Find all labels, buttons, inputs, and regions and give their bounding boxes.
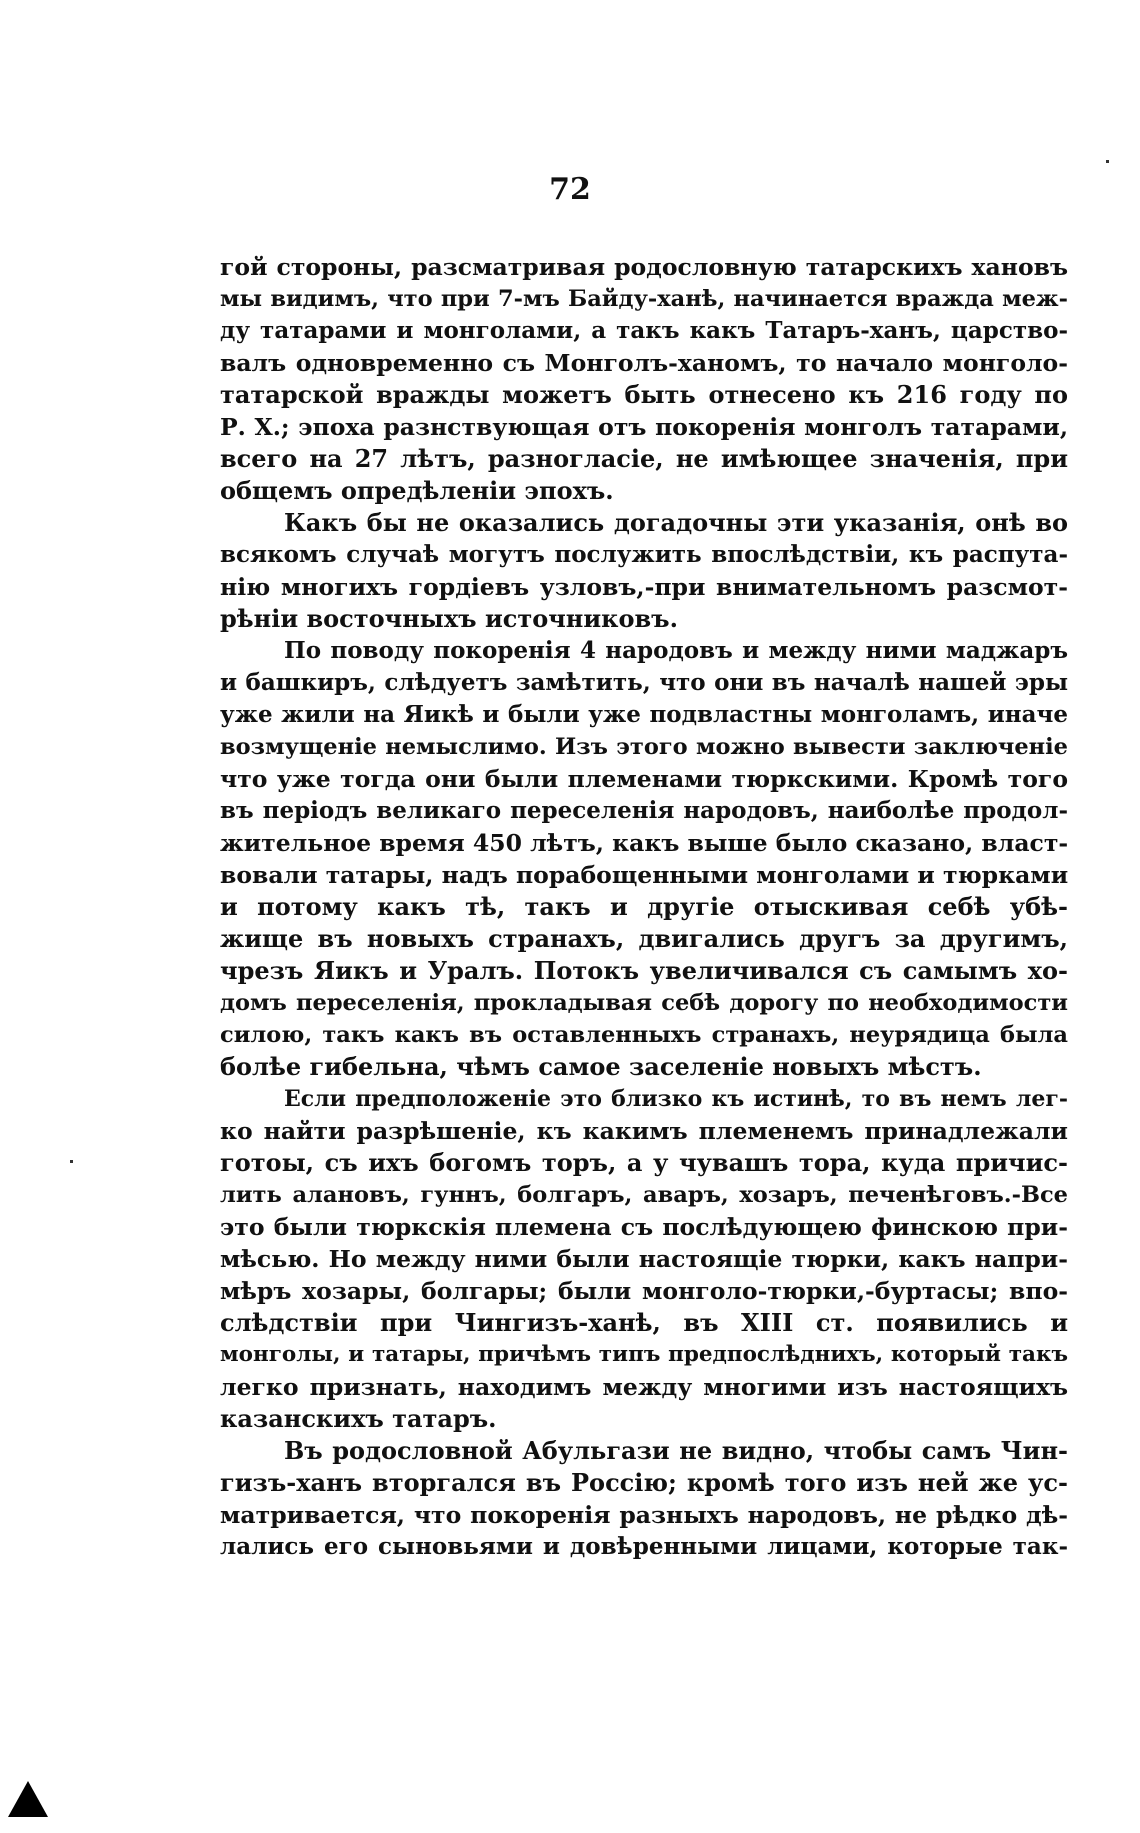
text-line: ду татарами и монголами, а такъ какъ Татаръ-ханъ, царство- [220, 317, 1068, 344]
text-line: ко найти разрѣшеніе, къ какимъ племенемъ принадлежали [220, 1117, 1068, 1145]
text-line: уже жили на Яикѣ и были уже подвластны монголамъ, иначе [220, 701, 1068, 728]
text-line: всякомъ случаѣ могутъ послужить впослѣдствіи, къ распута- [220, 541, 1068, 568]
text-line: возмущеніе немыслимо. Изъ этого можно вывести заключеніе [220, 734, 1068, 760]
text-line: болѣе гибельна, чѣмъ самое заселеніе новыхъ мѣстъ. [220, 1052, 982, 1081]
text-line: чрезъ Яикъ и Уралъ. Потокъ увеличивался съ самымъ хо- [220, 956, 1068, 985]
text-line: лались его сыновьями и довѣренными лицами, которые так- [220, 1533, 1068, 1560]
text-line: казанскихъ татаръ. [220, 1404, 497, 1433]
scan-speck [70, 1160, 73, 1163]
body-text [220, 251, 1068, 1563]
text-line: валъ одновременно съ Монголъ-ханомъ, то начало монголо- [220, 349, 1068, 377]
text-line: что уже тогда они были племенами тюркскими. Кромѣ того [220, 765, 1068, 793]
text-line: татарской вражды можетъ быть отнесено къ 216 году по [220, 380, 1068, 409]
text-line: матривается, что покоренія разныхъ народовъ, не рѣдко дѣ- [220, 1501, 1068, 1529]
text-line: слѣдствіи при Чингизъ-ханѣ, въ XIII ст. появились и [220, 1308, 1068, 1337]
text-line: домъ переселенія, прокладывая себѣ дорогу по необходимости [220, 990, 1068, 1016]
page-number: 72 [549, 172, 591, 207]
paragraph-start-line: Если предположеніе это близко къ истинѣ, то въ немъ лег- [284, 1086, 1068, 1112]
text-line: вовали татары, надъ порабощенными монголами и тюрками [220, 861, 1068, 889]
text-line: Р. Х.; эпоха разнствующая отъ покоренія монголъ татарами, [220, 413, 1068, 441]
text-line: мѣръ хозары, болгары; были монголо-тюрки,-буртасы; впо- [220, 1277, 1068, 1305]
text-line: нію многихъ гордіевъ узловъ,-при внимательномъ разсмот- [220, 573, 1068, 601]
scan-corner-marker [8, 1781, 48, 1817]
text-line: мы видимъ, что при 7-мъ Байду-ханѣ, начинается вражда меж- [220, 286, 1068, 312]
text-line: всего на 27 лѣтъ, разногласіе, не имѣющее значенія, при [220, 444, 1068, 473]
text-line: гизъ-ханъ вторгался въ Россію; кромѣ того изъ ней же ус- [220, 1468, 1068, 1497]
text-line: общемъ опредѣленіи эпохъ. [220, 476, 614, 505]
text-line: мѣсью. Но между ними были настоящіе тюрки, какъ напри- [220, 1245, 1068, 1273]
text-line: и башкиръ, слѣдуетъ замѣтить, что они въ началѣ нашей эры [220, 669, 1068, 696]
paragraph-start-line: Какъ бы не оказались догадочны эти указанія, онѣ во [284, 508, 1068, 537]
paragraph-start-line: По поводу покоренія 4 народовъ и между ними маджаръ [284, 637, 1068, 664]
text-line: монголы, и татары, причѣмъ типъ предпослѣднихъ, который такъ [220, 1342, 1068, 1367]
text-line: въ періодъ великаго переселенія народовъ, наиболѣе продол- [220, 797, 1068, 824]
text-line: это были тюркскія племена съ послѣдующею финскою при- [220, 1213, 1068, 1241]
text-line: жительное время 450 лѣтъ, какъ выше было сказано, власт- [220, 829, 1068, 857]
text-line: и потому какъ тѣ, такъ и другіе отыскивая себѣ убѣ- [220, 892, 1068, 921]
text-line: силою, такъ какъ въ оставленныхъ странахъ, неурядица была [220, 1022, 1068, 1048]
text-line: легко признать, находимъ между многими изъ настоящихъ [220, 1373, 1068, 1401]
text-line: гой стороны, разсматривая родословную татарскихъ хановъ [220, 253, 1068, 281]
text-line: рѣніи восточныхъ источниковъ. [220, 604, 678, 633]
text-line: лить алановъ, гуннъ, болгаръ, аваръ, хозаръ, печенѣговъ.-Все [220, 1182, 1068, 1208]
text-line: жище въ новыхъ странахъ, двигались другъ за другимъ, [220, 924, 1068, 953]
text-line: готоы, съ ихъ богомъ торъ, а у чувашъ тора, куда причис- [220, 1148, 1068, 1177]
paragraph-start-line: Въ родословной Абульгази не видно, чтобы самъ Чин- [284, 1436, 1068, 1465]
scan-speck [1106, 160, 1109, 163]
